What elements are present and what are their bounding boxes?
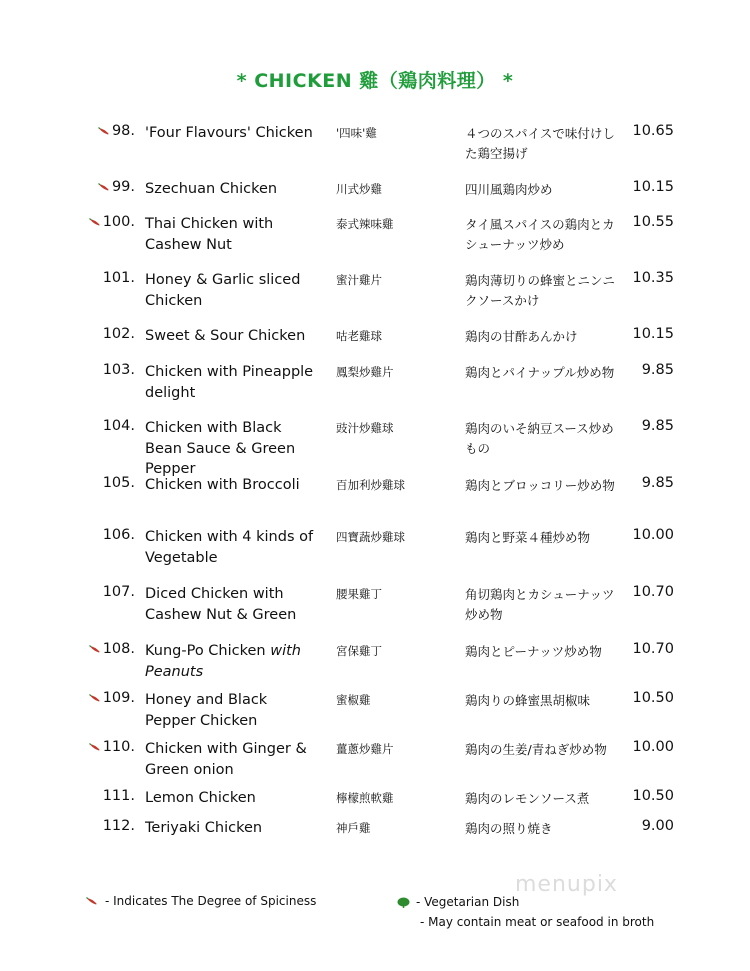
item-name-text: Kung-Po Chicken xyxy=(145,643,271,659)
item-name-japanese: 鶏肉のレモンソース煮 xyxy=(465,791,590,806)
item-name-english xyxy=(145,584,320,625)
item-name-text: Chicken with Black Bean Sauce & Green Pepper xyxy=(145,420,296,477)
item-name-chinese: 蜜汁雞片 xyxy=(336,273,382,287)
item-name-english xyxy=(145,641,320,682)
item-name-text: Chicken with Broccoli xyxy=(145,477,300,493)
item-name-english xyxy=(145,475,320,496)
chili-pepper-icon xyxy=(86,897,98,905)
item-name-text: Thai Chicken with Cashew Nut xyxy=(145,216,274,253)
page-title: * CHICKEN 雞（鶏肉料理） * xyxy=(236,70,514,92)
item-name-chinese: 川式炒雞 xyxy=(336,182,382,196)
item-name-chinese: 豉汁炒雞球 xyxy=(336,421,394,435)
item-name-japanese: タイ風スパイスの鶏肉とカシューナッツ炒め xyxy=(465,217,615,252)
spicy-legend xyxy=(86,894,316,908)
item-number xyxy=(89,739,135,755)
item-number xyxy=(103,584,135,600)
item-name-english xyxy=(145,214,320,255)
spicy-legend-text: - Indicates The Degree of Spiciness xyxy=(105,894,317,908)
item-name-text: Szechuan Chicken xyxy=(145,181,278,197)
vegetable-leaf-icon xyxy=(397,897,410,908)
item-number xyxy=(98,123,135,139)
item-price: 10.00 xyxy=(632,739,674,755)
item-number-text: 108. xyxy=(102,641,135,657)
item-number xyxy=(103,527,135,543)
item-name-chinese: 薑蔥炒雞片 xyxy=(336,742,394,756)
item-name-chinese: 百加利炒雞球 xyxy=(336,478,405,492)
item-name-english xyxy=(145,527,320,568)
item-price: 10.50 xyxy=(632,690,674,706)
item-name-text: 'Four Flavours' Chicken xyxy=(145,125,313,141)
item-name-chinese: 泰式辣味雞 xyxy=(336,217,394,231)
item-name-italic: with Peanuts xyxy=(145,643,301,680)
item-price: 9.85 xyxy=(641,362,674,378)
item-number-text: 100. xyxy=(102,214,135,230)
item-name-english xyxy=(145,418,320,480)
item-price: 10.55 xyxy=(632,214,674,230)
item-name-english xyxy=(145,362,320,403)
chili-pepper-icon xyxy=(89,218,101,226)
item-number-text: 105. xyxy=(102,475,135,491)
item-number xyxy=(98,179,135,195)
item-number xyxy=(103,788,135,804)
item-number xyxy=(89,641,135,657)
item-number-text: 104. xyxy=(102,418,135,434)
item-price: 10.35 xyxy=(632,270,674,286)
watermark-logo: menupix xyxy=(515,872,618,897)
item-number-text: 98. xyxy=(111,123,135,139)
item-name-english xyxy=(145,270,320,311)
item-price: 10.70 xyxy=(632,641,674,657)
item-name-japanese: 角切鶏肉とカシューナッツ炒め物 xyxy=(465,587,615,622)
chili-pepper-icon xyxy=(89,645,101,653)
item-number-text: 101. xyxy=(102,270,135,286)
item-number-text: 102. xyxy=(102,326,135,342)
item-name-english xyxy=(145,123,320,144)
broth-note: - May contain meat or seafood in broth xyxy=(420,915,655,929)
item-number xyxy=(103,326,135,342)
item-name-english xyxy=(145,179,320,200)
item-name-japanese: 鶏肉とパイナップル炒め物 xyxy=(465,365,615,380)
item-name-chinese: 腰果雞丁 xyxy=(336,587,382,601)
item-name-english xyxy=(145,690,320,731)
item-name-english xyxy=(145,818,320,839)
item-price: 9.00 xyxy=(641,818,674,834)
item-name-japanese: 四川風鶏肉炒め xyxy=(465,182,553,197)
item-name-japanese: 鶏肉薄切りの蜂蜜とニンニクソースかけ xyxy=(465,273,616,308)
item-number-text: 109. xyxy=(102,690,135,706)
item-number-text: 112. xyxy=(102,818,135,834)
item-number xyxy=(103,270,135,286)
item-number xyxy=(103,475,135,491)
item-name-text: Diced Chicken with Cashew Nut & Green xyxy=(145,586,297,623)
item-price: 10.00 xyxy=(632,527,674,543)
item-name-japanese: 鶏肉とブロッコリー炒め物 xyxy=(465,478,615,493)
item-name-english xyxy=(145,326,320,347)
item-name-text: Chicken with 4 kinds of Vegetable xyxy=(145,529,314,566)
item-name-text: Chicken with Ginger & Green onion xyxy=(145,741,307,778)
item-name-japanese: 鶏肉のいそ納豆スース炒めもの xyxy=(465,421,614,456)
item-name-text: Honey & Garlic sliced Chicken xyxy=(145,272,301,309)
item-name-text: Teriyaki Chicken xyxy=(145,820,263,836)
vegetarian-legend xyxy=(397,892,654,932)
item-price: 10.50 xyxy=(632,788,674,804)
item-number xyxy=(89,214,135,230)
item-price: 10.15 xyxy=(632,179,674,195)
item-number-text: 110. xyxy=(102,739,135,755)
item-number xyxy=(89,690,135,706)
item-name-chinese: 四寶蔬炒雞球 xyxy=(336,530,405,544)
item-number xyxy=(103,818,135,834)
item-number-text: 111. xyxy=(102,788,135,804)
item-name-text: Chicken with Pineapple delight xyxy=(145,364,314,401)
item-price: 10.70 xyxy=(632,584,674,600)
vegetarian-legend-text: - Vegetarian Dish xyxy=(416,895,520,909)
item-name-text: Sweet & Sour Chicken xyxy=(145,328,306,344)
item-name-chinese: 宮保雞丁 xyxy=(336,644,382,658)
item-number-text: 106. xyxy=(102,527,135,543)
item-name-chinese: '四味'雞 xyxy=(336,126,377,140)
item-name-japanese: 鶏肉りの蜂蜜黒胡椒味 xyxy=(465,693,591,708)
chili-pepper-icon xyxy=(98,127,110,135)
item-name-chinese: 蜜椒雞 xyxy=(336,693,371,707)
item-number-text: 99. xyxy=(111,179,135,195)
item-name-japanese: 鶏肉とピーナッツ炒め物 xyxy=(465,644,602,659)
item-name-chinese: 咕老雞球 xyxy=(336,329,382,343)
item-name-japanese: ４つのスパイスで味付けした鶏空揚げ xyxy=(465,126,615,161)
chili-pepper-icon xyxy=(98,183,110,191)
chili-pepper-icon xyxy=(89,694,101,702)
item-price: 10.15 xyxy=(632,326,674,342)
item-number-text: 103. xyxy=(102,362,135,378)
item-number xyxy=(103,362,135,378)
item-name-japanese: 鶏肉の生姜/青ねぎ炒め物 xyxy=(465,742,607,757)
item-number xyxy=(103,418,135,434)
item-name-japanese: 鶏肉と野菜４種炒め物 xyxy=(465,530,591,545)
item-price: 9.85 xyxy=(641,475,674,491)
item-name-text: Honey and Black Pepper Chicken xyxy=(145,692,268,729)
chili-pepper-icon xyxy=(89,743,101,751)
item-name-chinese: 鳳梨炒雞片 xyxy=(336,365,394,379)
item-price: 9.85 xyxy=(641,418,674,434)
item-name-english xyxy=(145,739,320,780)
item-name-japanese: 鶏肉の甘酢あんかけ xyxy=(465,329,578,344)
item-name-english xyxy=(145,788,320,809)
item-price: 10.65 xyxy=(632,123,674,139)
item-number-text: 107. xyxy=(102,584,135,600)
item-name-chinese: 神戶雞 xyxy=(336,821,371,835)
item-name-text: Lemon Chicken xyxy=(145,790,256,806)
item-name-chinese: 檸檬煎軟雞 xyxy=(336,791,394,805)
item-name-japanese: 鶏肉の照り焼き xyxy=(465,821,553,836)
